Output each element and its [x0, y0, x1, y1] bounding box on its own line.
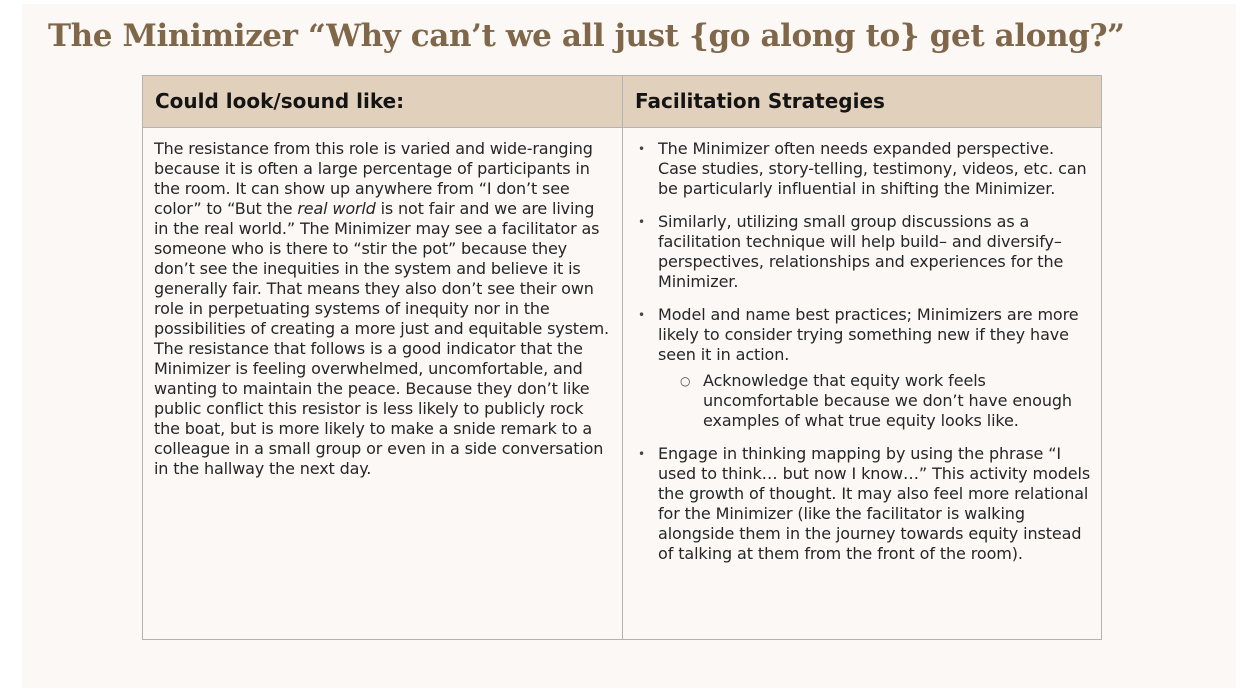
- sub-strategy-list: [658, 371, 1091, 431]
- description-part-2: is not fair and we are living in the real world.” The Minimizer may see a facilitator as someone who is there to “stir the pot” because they don’t see the inequities in the system and believe it is generally fair. That means they also don’t see their own role in perpetuating systems of inequity nor in the possibilities of creating a more just and equitable system. The resistance that follows is a good indicator that the Minimizer is feeling overwhelmed, uncomfortable, and wanting to maintain the peace. Because they don’t like public conflict this resistor is less likely to publicly rock the boat, but is more likely to make a snide remark to a colleague in a small group or even in a side conversation in the hallway the next day.: [154, 199, 609, 478]
- strategy-item: [633, 139, 1091, 199]
- strategies-cell: [623, 128, 1101, 639]
- slide: [22, 4, 1236, 688]
- strategy-list: [633, 139, 1091, 564]
- strategy-text: The Minimizer often needs expanded perspective. Case studies, story-telling, testimony, videos, etc. can be particularly influential in shifting the Minimizer.: [658, 139, 1087, 198]
- strategy-item: [633, 212, 1091, 292]
- slide-title: The Minimizer “Why can’t we all just {go along to} get along?”: [48, 18, 1125, 54]
- sub-strategy-text: Acknowledge that equity work feels uncomfortable because we don’t have enough examples of what true equity looks like.: [703, 371, 1072, 430]
- sub-strategy-item: [658, 371, 1091, 431]
- strategy-item: [633, 444, 1091, 564]
- strategy-text: Model and name best practices; Minimizers are more likely to consider trying something new if they have seen it in action.: [658, 305, 1079, 364]
- strategy-item: [633, 305, 1091, 431]
- description-text: [154, 139, 610, 479]
- description-emphasis: real world: [297, 199, 376, 218]
- strategy-text: Engage in thinking mapping by using the phrase “I used to think… but now I know…” This activity models the growth of thought. It may also feel more relational for the Minimizer (like the facilitator is walking alongside them in the journey towards equity instead of talking at them from the front of the room).: [658, 444, 1091, 563]
- description-part-1: The resistance from this role is varied and wide-ranging because it is often a large percentage of participants in the room. It can show up anywhere from “I don’t see color” to “But the: [154, 139, 593, 218]
- description-cell: [143, 128, 623, 639]
- header-facilitation-strategies: Facilitation Strategies: [623, 76, 1101, 128]
- strategy-table: [142, 75, 1102, 640]
- header-could-look-sound-like: Could look/sound like:: [143, 76, 623, 128]
- strategy-text: Similarly, utilizing small group discussions as a facilitation technique will help build– and diversify– perspectives, relationships and experiences for the Minimizer.: [658, 212, 1064, 291]
